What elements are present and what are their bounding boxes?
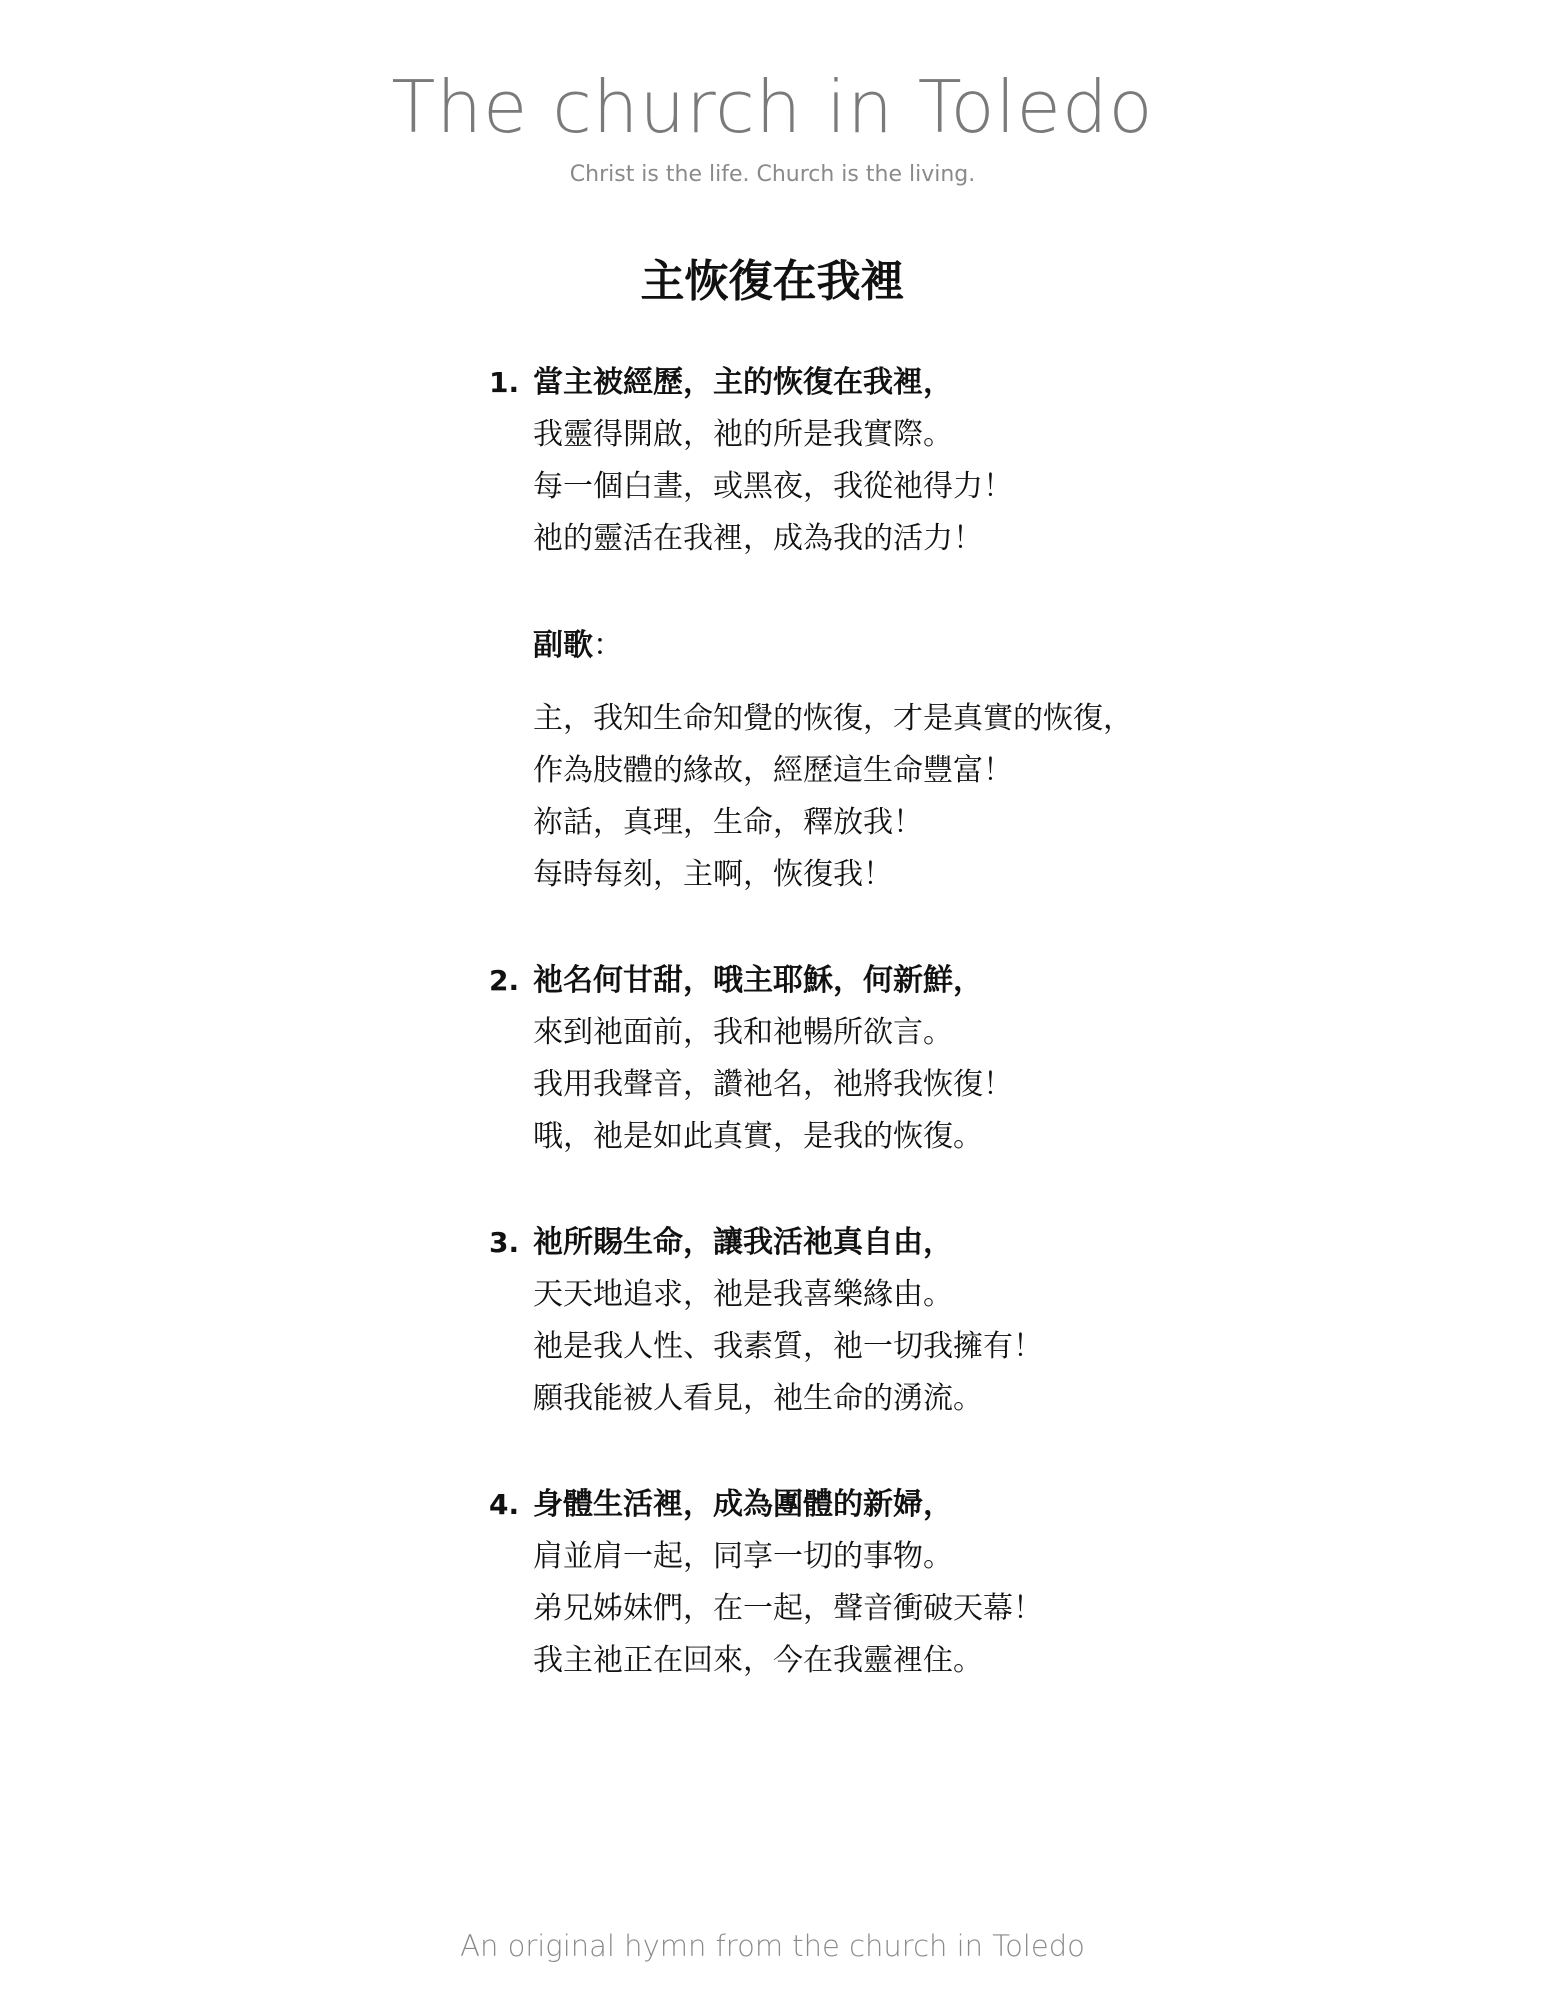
verse-line: [485, 513, 1305, 565]
verse-3: [485, 1217, 1305, 1425]
verse-number: 1.: [489, 366, 520, 399]
church-name: The church in Toledo: [391, 65, 1154, 149]
verse-line: [485, 1059, 1305, 1111]
verse-line-text: 身體生活裡，成為團體的新婦，: [533, 1487, 953, 1522]
chorus-line-text: 作為肢體的緣故，經歷這生命豐富！: [533, 753, 1013, 788]
verse-line: [485, 1217, 1305, 1269]
verse-line: [485, 1583, 1305, 1635]
verse-line-text: 祂所賜生命，讓我活祂真自由，: [533, 1225, 953, 1260]
verse-line-text: 祂的靈活在我裡，成為我的活力！: [533, 521, 983, 556]
verse-line-text: 願我能被人看見，祂生命的湧流。: [533, 1381, 983, 1416]
chorus-line: [485, 693, 1305, 745]
verse-line: [485, 461, 1305, 513]
verse-line-text: 我靈得開啟，祂的所是我實際。: [533, 417, 953, 452]
verse-line: [485, 1269, 1305, 1321]
chorus-line-text: 每時每刻，主啊，恢復我！: [533, 857, 893, 892]
chorus-label: [533, 620, 623, 672]
verse-number: 3.: [489, 1226, 520, 1259]
verse-line: [485, 1531, 1305, 1583]
verse-line-text: 我用我聲音，讚祂名，祂將我恢復！: [533, 1067, 1013, 1102]
hymn-title: 主恢復在我裡: [640, 256, 905, 307]
verse-line-text: 每一個白晝，或黑夜，我從祂得力！: [533, 469, 1013, 504]
verse-number: 2.: [489, 964, 520, 997]
verse-1: [485, 357, 1305, 565]
verse-line: [485, 1321, 1305, 1373]
verse-2: [485, 955, 1305, 1163]
chorus-line-text: 主，我知生命知覺的恢復，才是真實的恢復，: [533, 701, 1133, 736]
verse-4: [485, 1479, 1305, 1687]
chorus-line: [485, 849, 1305, 901]
verse-line-text: 弟兄姊妹們，在一起，聲音衝破天幕！: [533, 1591, 1043, 1626]
chorus-label-text: 副歌: [533, 628, 593, 663]
verse-line: [485, 1479, 1305, 1531]
verse-line: [485, 357, 1305, 409]
verse-line-text: 祂名何甘甜，哦主耶穌，何新鮮，: [533, 963, 983, 998]
verse-line-text: 來到祂面前，我和祂暢所欲言。: [533, 1015, 953, 1050]
verse-line-text: 祂是我人性、我素質，祂一切我擁有！: [533, 1329, 1043, 1364]
chorus-line: [485, 745, 1305, 797]
verse-line: [485, 1111, 1305, 1163]
chorus-label-colon: ：: [593, 628, 623, 663]
verse-line-text: 哦，祂是如此真實，是我的恢復。: [533, 1119, 983, 1154]
footer-credit: An original hymn from the church in Toledo: [460, 1929, 1085, 1963]
verse-line: [485, 409, 1305, 461]
verse-line-text: 當主被經歷，主的恢復在我裡，: [533, 365, 953, 400]
verse-line-text: 肩並肩一起，同享一切的事物。: [533, 1539, 953, 1574]
verse-line: [485, 1373, 1305, 1425]
verse-line: [485, 1635, 1305, 1687]
chorus-line: [485, 797, 1305, 849]
verse-line: [485, 1007, 1305, 1059]
verse-line-text: 天天地追求，祂是我喜樂緣由。: [533, 1277, 953, 1312]
church-tagline: Christ is the life. Church is the living.: [569, 162, 976, 187]
verse-line-text: 我主祂正在回來，今在我靈裡住。: [533, 1643, 983, 1678]
chorus-line-text: 祢話，真理，生命，釋放我！: [533, 805, 923, 840]
chorus: [485, 693, 1305, 901]
verse-number: 4.: [489, 1488, 520, 1521]
verse-line: [485, 955, 1305, 1007]
